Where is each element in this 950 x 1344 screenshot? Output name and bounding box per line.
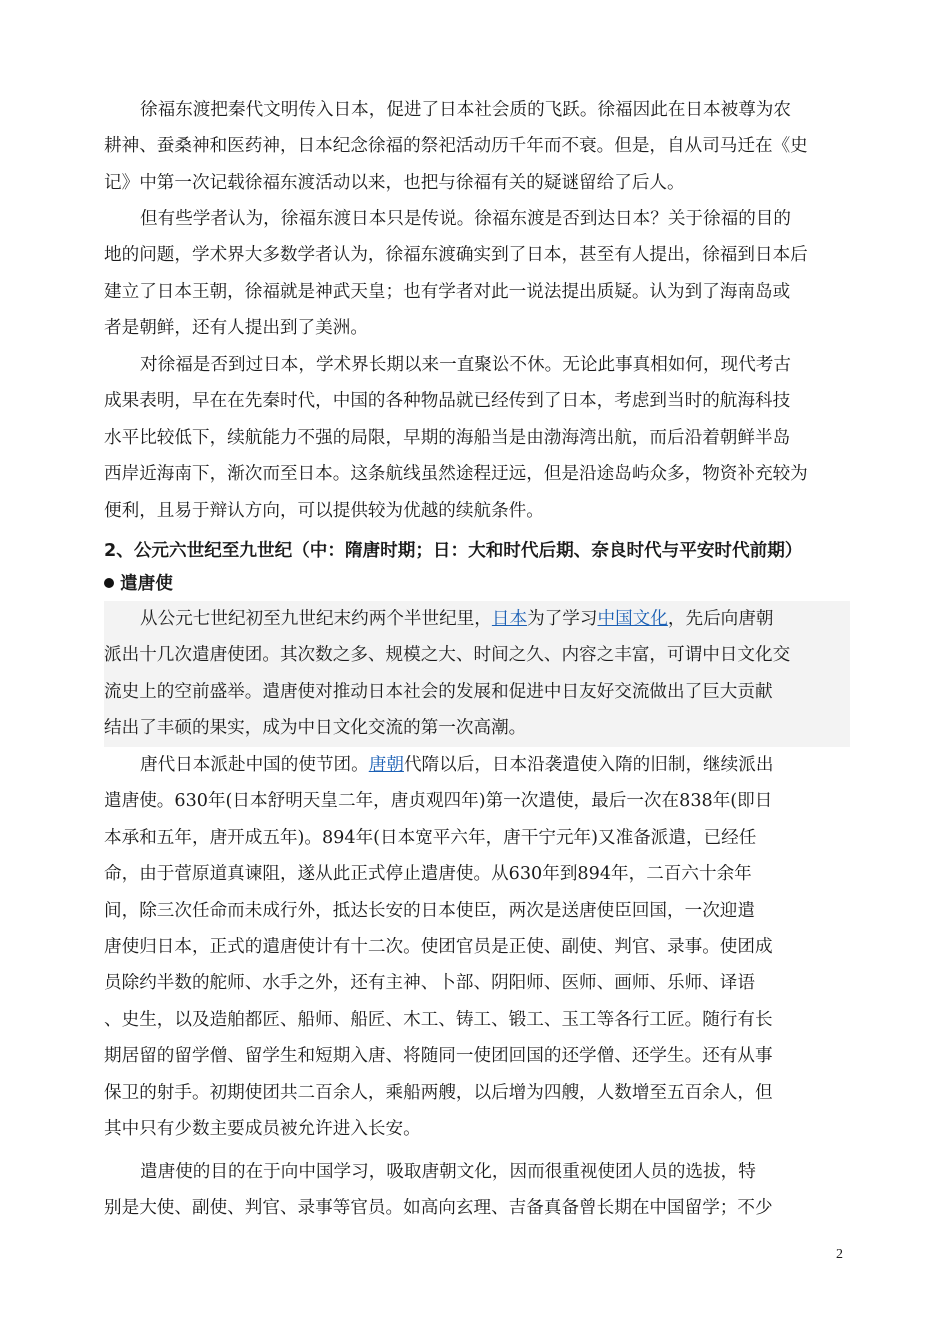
link-japan[interactable]: 日本 xyxy=(491,609,528,629)
text-line: 徐福东渡把秦代文明传入日本，促进了日本社会质的飞跃。徐福因此在日本被尊为农 xyxy=(140,100,791,120)
text-line: 命，由于菅原道真谏阻，遂从此正式停止遣唐使。从630年到894年，二百六十余年 xyxy=(104,864,752,885)
paragraph-kentoshi-history xyxy=(104,747,850,1147)
link-tang-dynasty[interactable]: 唐朝 xyxy=(368,755,404,775)
text-line: 记》中第一次记载徐福东渡活动以来，也把与徐福有关的疑谜留给了后人。 xyxy=(104,172,685,193)
text-line: 者是朝鲜，还有人提出到了美洲。 xyxy=(104,318,368,339)
text-line: 保卫的射手。初期使团共二百余人，乘船两艘，以后增为四艘，人数增至五百余人，但 xyxy=(104,1082,773,1103)
text-line: 成果表明，早在在先秦时代，中国的各种物品就已经传到了日本，考虑到当时的航海科技 xyxy=(104,391,791,412)
paragraph-xufu-debate xyxy=(104,347,850,529)
text-line: 流史上的空前盛举。遣唐使对推动日本社会的发展和促进中日友好交流做出了巨大贡献 xyxy=(104,681,773,702)
bullet-dot-icon xyxy=(104,578,114,588)
text-line: 期居留的留学僧、留学生和短期入唐、将随同一使团回国的还学僧、还学生。还有从事 xyxy=(104,1046,773,1067)
text-line: 西岸近海南下，渐次而至日本。这条航线虽然途程迂远，但是沿途岛屿众多，物资补充较为 xyxy=(104,464,808,485)
text-line xyxy=(104,747,850,783)
text-line: 间，除三次任命而未成行外，抵达长安的日本使臣，两次是送唐使臣回国，一次迎遣 xyxy=(104,900,755,921)
text-line: 遣唐使。630年(日本舒明天皇二年，唐贞观四年)第一次遣使，最后一次在838年(即日 xyxy=(104,791,773,812)
text-line: 但有些学者认为，徐福东渡日本只是传说。徐福东渡是否到达日本？关于徐福的目的 xyxy=(140,209,791,229)
paragraph-xufu-civilization xyxy=(104,92,850,201)
text-line: 建立了日本王朝，徐福就是神武天皇；也有学者对此一说法提出质疑。认为到了海南岛或 xyxy=(104,281,791,302)
link-chinese-culture[interactable]: 中国文化 xyxy=(597,609,668,629)
paragraph-kentoshi-intro xyxy=(104,601,850,747)
bullet-heading xyxy=(104,566,173,602)
text-line: 地的问题，学术界大多数学者认为，徐福东渡确实到了日本，甚至有人提出，徐福到日本后 xyxy=(104,245,808,266)
text-segment: ，先后向唐朝 xyxy=(667,609,774,629)
text-line: 、史生，以及造舶都匠、船师、船匠、木工、铸工、锻工、玉工等各行工匠。随行有长 xyxy=(104,1009,773,1030)
text-line: 便利，且易于辩认方向，可以提供较为优越的续航条件。 xyxy=(104,500,544,521)
text-line: 其中只有少数主要成员被允许进入长安。 xyxy=(104,1119,421,1140)
text-line: 本承和五年，唐开成五年)。894年(日本宽平六年，唐干宁元年)又准备派遣，已经任 xyxy=(104,827,757,848)
text-segment: 为了学习 xyxy=(527,609,598,629)
text-line xyxy=(104,601,850,637)
text-segment: 从公元七世纪初至九世纪末约两个半世纪里， xyxy=(140,609,492,629)
paragraph-xufu-legend xyxy=(104,201,850,347)
text-segment: 唐代日本派赴中国的使节团。 xyxy=(140,755,369,775)
text-line: 结出了丰硕的果实，成为中日文化交流的第一次高潮。 xyxy=(104,718,527,739)
text-line: 别是大使、副使、判官、录事等官员。如高向玄理、吉备真备曾长期在中国留学；不少 xyxy=(104,1198,773,1219)
text-line: 水平比较低下，续航能力不强的局限，早期的海船当是由渤海湾出航，而后沿着朝鲜半岛 xyxy=(104,427,791,448)
text-line: 派出十几次遣唐使团。其次数之多、规模之大、时间之久、内容之丰富，可谓中日文化交 xyxy=(104,645,791,666)
text-line: 唐使归日本，正式的遣唐使计有十二次。使团官员是正使、副使、判官、录事。使团成 xyxy=(104,937,773,958)
text-segment: 代隋以后，日本沿袭遣使入隋的旧制，继续派出 xyxy=(403,755,774,775)
text-line: 对徐福是否到过日本，学术界长期以来一直聚讼不休。无论此事真相如何，现代考古 xyxy=(140,355,791,375)
section-heading: 2、公元六世纪至九世纪（中：隋唐时期；日：大和时代后期、奈良时代与平安时代前期） xyxy=(104,541,803,561)
page-number: 2 xyxy=(836,1247,843,1262)
text-line: 耕神、蚕桑神和医药神，日本纪念徐福的祭祀活动历千年而不衰。但是，自从司马迁在《史 xyxy=(104,136,808,157)
text-line: 员除约半数的舵师、水手之外，还有主神、卜部、阴阳师、医师、画师、乐师、译语 xyxy=(104,973,755,994)
text-line: 遣唐使的目的在于向中国学习，吸取唐朝文化，因而很重视使团人员的选拔，特 xyxy=(140,1162,756,1182)
bullet-heading-label: 遣唐使 xyxy=(120,574,173,594)
paragraph-kentoshi-purpose xyxy=(104,1154,850,1227)
